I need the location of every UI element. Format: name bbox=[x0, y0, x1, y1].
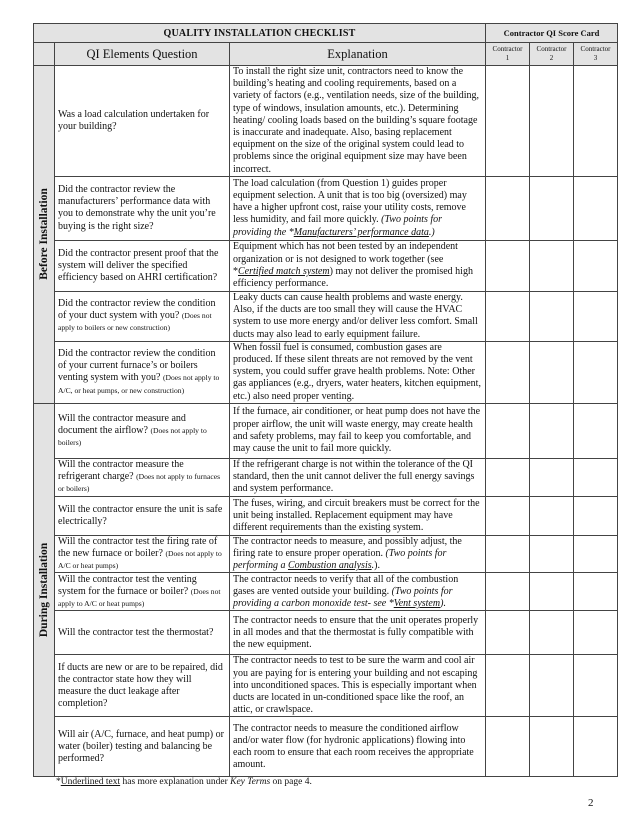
score-cell-contractor-3[interactable] bbox=[574, 717, 618, 777]
explanation-cell: When fossil fuel is consumed, combustion gases are produced. If these silent threats are not removed by the vent system, you could suffer grave health problems. Note: Other gas appliances (e.g., dryers, water heaters, kitchen equipment, etc.) also need proper venting. bbox=[230, 341, 486, 403]
score-cell-contractor-3[interactable] bbox=[574, 458, 618, 496]
question-note: (Does not apply to A/C or heat pumps) bbox=[58, 549, 222, 571]
checklist-row bbox=[34, 403, 618, 458]
score-cell-contractor-3[interactable] bbox=[574, 341, 618, 403]
phase-before-installation: Before Installation bbox=[34, 66, 55, 404]
quality-installation-checklist-table bbox=[33, 23, 618, 777]
score-cell-contractor-2[interactable] bbox=[530, 573, 574, 611]
question-cell: Did the contractor review the condition of your current furnace’s or boilers venting system with you? (Does not apply to A/C, or heat pumps, or new construction) bbox=[55, 341, 230, 403]
checklist-title: QUALITY INSTALLATION CHECKLIST bbox=[34, 24, 486, 43]
phase-header-blank bbox=[34, 43, 55, 66]
score-cell-contractor-1[interactable] bbox=[486, 403, 530, 458]
question-note: (Does not apply to boilers or new construction) bbox=[58, 311, 212, 333]
key-term-link: Vent system bbox=[393, 598, 441, 610]
question-column-header: QI Elements Question bbox=[55, 43, 230, 66]
explanation-cell: The contractor needs to ensure that the unit operates properly in all modes and that the thermostat is fully compatible with the new equipment. bbox=[230, 611, 486, 655]
explanation-cell: If the refrigerant charge is not within the tolerance of the QI standard, then the unit cannot deliver the full energy savings and system performance. bbox=[230, 458, 486, 496]
page-number: 2 bbox=[588, 797, 594, 809]
question-note: (Does not apply to furnaces or boilers) bbox=[58, 472, 221, 494]
explanation-cell: If the furnace, air conditioner, or heat pump does not have the proper airflow, the unit will waste energy, may create health and safety problems, may fail to keep you comfortable, and may cause the unit to fail more quickly. bbox=[230, 403, 486, 458]
score-cell-contractor-3[interactable] bbox=[574, 403, 618, 458]
score-cell-contractor-3[interactable] bbox=[574, 240, 618, 291]
checklist-row bbox=[34, 573, 618, 611]
score-cell-contractor-2[interactable] bbox=[530, 176, 574, 240]
explanation-column-header: Explanation bbox=[230, 43, 486, 66]
footnote: *Underlined text has more explanation under Key Terms on page 4. bbox=[56, 777, 312, 787]
score-cell-contractor-1[interactable] bbox=[486, 240, 530, 291]
question-cell: Will the contractor measure and document the airflow? (Does not apply to boilers) bbox=[55, 403, 230, 458]
explanation-cell: The load calculation (from Question 1) guides proper equipment selection. A unit that is too big (oversized) may have a higher upfront cost, raise your utility costs, remove less humidity, and fail more quickly. (Two points for providing the *Manufacturers’ performance data.) bbox=[230, 176, 486, 240]
score-cell-contractor-1[interactable] bbox=[486, 176, 530, 240]
checklist-row bbox=[34, 458, 618, 496]
explanation-cell: Equipment which has not been tested by an independent organization or is not designed to work together (see *Certified match system) may not deliver the promised high efficiency performance. bbox=[230, 240, 486, 291]
score-cell-contractor-1[interactable] bbox=[486, 291, 530, 341]
checklist-row bbox=[34, 176, 618, 240]
explanation-cell: The fuses, wiring, and circuit breakers must be correct for the unit being installed. Replacement equipment may have different requirements than the existing system. bbox=[230, 496, 486, 535]
question-cell: Was a load calculation undertaken for your building? bbox=[55, 66, 230, 177]
question-cell: Will the contractor test the venting system for the furnace or boiler? (Does not apply to A/C or heat pumps) bbox=[55, 573, 230, 611]
checklist-row bbox=[34, 66, 618, 177]
score-cell-contractor-3[interactable] bbox=[574, 573, 618, 611]
score-cell-contractor-3[interactable] bbox=[574, 176, 618, 240]
key-term-link: Combustion analysis bbox=[288, 560, 372, 572]
checklist-row bbox=[34, 535, 618, 573]
checklist-row bbox=[34, 611, 618, 655]
score-cell-contractor-2[interactable] bbox=[530, 535, 574, 573]
score-cell-contractor-2[interactable] bbox=[530, 458, 574, 496]
contractor-1-header: Contractor 1 bbox=[486, 43, 530, 66]
checklist-row bbox=[34, 717, 618, 777]
question-cell: Will air (A/C, furnace, and heat pump) or water (boiler) testing and balancing be performed? bbox=[55, 717, 230, 777]
score-cell-contractor-1[interactable] bbox=[486, 655, 530, 717]
question-cell: Will the contractor test the thermostat? bbox=[55, 611, 230, 655]
checklist-row bbox=[34, 496, 618, 535]
contractor-3-header: Contractor 3 bbox=[574, 43, 618, 66]
score-cell-contractor-3[interactable] bbox=[574, 655, 618, 717]
score-cell-contractor-2[interactable] bbox=[530, 611, 574, 655]
score-cell-contractor-1[interactable] bbox=[486, 458, 530, 496]
explanation-cell: The contractor needs to measure the conditioned airflow and/or water flow (for hydronic applications) flowing into each room to ensure that each room receives the appropriate amount. bbox=[230, 717, 486, 777]
question-cell: Did the contractor review the condition of your duct system with you? (Does not apply to boilers or new construction) bbox=[55, 291, 230, 341]
score-cell-contractor-1[interactable] bbox=[486, 717, 530, 777]
contractor-2-header: Contractor 2 bbox=[530, 43, 574, 66]
score-cell-contractor-1[interactable] bbox=[486, 496, 530, 535]
question-cell: Will the contractor ensure the unit is safe electrically? bbox=[55, 496, 230, 535]
question-note: (Does not apply to boilers) bbox=[58, 425, 207, 447]
checklist-row bbox=[34, 655, 618, 717]
key-term-link: Certified match system bbox=[238, 265, 330, 277]
score-cell-contractor-1[interactable] bbox=[486, 611, 530, 655]
checklist-row bbox=[34, 240, 618, 291]
score-cell-contractor-3[interactable] bbox=[574, 496, 618, 535]
explanation-cell: To install the right size unit, contractors need to know the building’s heating and cooling requirements, based on a variety of factors (e.g., ventilation needs, size of the building, type of windows, insulation amounts, etc.). Determining heating/ cooling loads based on the building’s square footage is inaccurate and inadequate. Also, basing replacement equipment on the size of the original system could lead to problems since the original equipment size may have been incorrect. bbox=[230, 66, 486, 177]
explanation-cell: The contractor needs to measure, and possibly adjust, the firing rate to ensure proper operation. (Two points for performing a Combustion analysis.). bbox=[230, 535, 486, 573]
explanation-cell: The contractor needs to verify that all of the combustion gases are vented outside your building. (Two points for providing a carbon monoxide test- see *Vent system). bbox=[230, 573, 486, 611]
score-cell-contractor-3[interactable] bbox=[574, 291, 618, 341]
score-cell-contractor-2[interactable] bbox=[530, 240, 574, 291]
score-cell-contractor-1[interactable] bbox=[486, 66, 530, 177]
score-cell-contractor-2[interactable] bbox=[530, 403, 574, 458]
checklist-row bbox=[34, 341, 618, 403]
score-cell-contractor-1[interactable] bbox=[486, 535, 530, 573]
explanation-cell: Leaky ducts can cause health problems and waste energy. Also, if the ducts are too small they will cause the HVAC system to use more energy and/or deliver less comfort. Small ducts may also lead to early equipment failure. bbox=[230, 291, 486, 341]
score-cell-contractor-2[interactable] bbox=[530, 291, 574, 341]
question-cell: Did the contractor review the manufacturers’ performance data with you to demonstrate why the unit you’re buying is the right size? bbox=[55, 176, 230, 240]
question-note: (Does not apply to A/C or heat pumps) bbox=[58, 586, 221, 609]
checklist-row bbox=[34, 291, 618, 341]
score-cell-contractor-1[interactable] bbox=[486, 573, 530, 611]
explanation-cell: The contractor needs to test to be sure the warm and cool air you are paying for is entering your building and not escaping into unconditioned spaces. This is especially important when ducts are located in un-conditioned space like the roof, an attic, or crawlspace. bbox=[230, 655, 486, 717]
question-cell: Will the contractor test the firing rate of the new furnace or boiler? (Does not apply to A/C or heat pumps) bbox=[55, 535, 230, 573]
phase-during-installation: During Installation bbox=[34, 403, 55, 777]
score-cell-contractor-2[interactable] bbox=[530, 655, 574, 717]
question-cell: Will the contractor measure the refrigerant charge? (Does not apply to furnaces or boilers) bbox=[55, 458, 230, 496]
score-cell-contractor-2[interactable] bbox=[530, 717, 574, 777]
score-cell-contractor-1[interactable] bbox=[486, 341, 530, 403]
score-cell-contractor-3[interactable] bbox=[574, 66, 618, 177]
score-cell-contractor-3[interactable] bbox=[574, 535, 618, 573]
question-cell: If ducts are new or are to be repaired, did the contractor state how they will measure the duct leakage after completion? bbox=[55, 655, 230, 717]
key-term-link: Manufacturers’ performance data bbox=[293, 226, 429, 238]
score-cell-contractor-2[interactable] bbox=[530, 496, 574, 535]
question-cell: Did the contractor present proof that the system will deliver the specified efficiency based on AHRI certification? bbox=[55, 240, 230, 291]
score-cell-contractor-2[interactable] bbox=[530, 66, 574, 177]
question-note: (Does not apply to A/C, or heat pumps, or new construction) bbox=[58, 373, 220, 395]
score-card-title: Contractor QI Score Card bbox=[486, 24, 618, 43]
score-cell-contractor-2[interactable] bbox=[530, 341, 574, 403]
score-cell-contractor-3[interactable] bbox=[574, 611, 618, 655]
